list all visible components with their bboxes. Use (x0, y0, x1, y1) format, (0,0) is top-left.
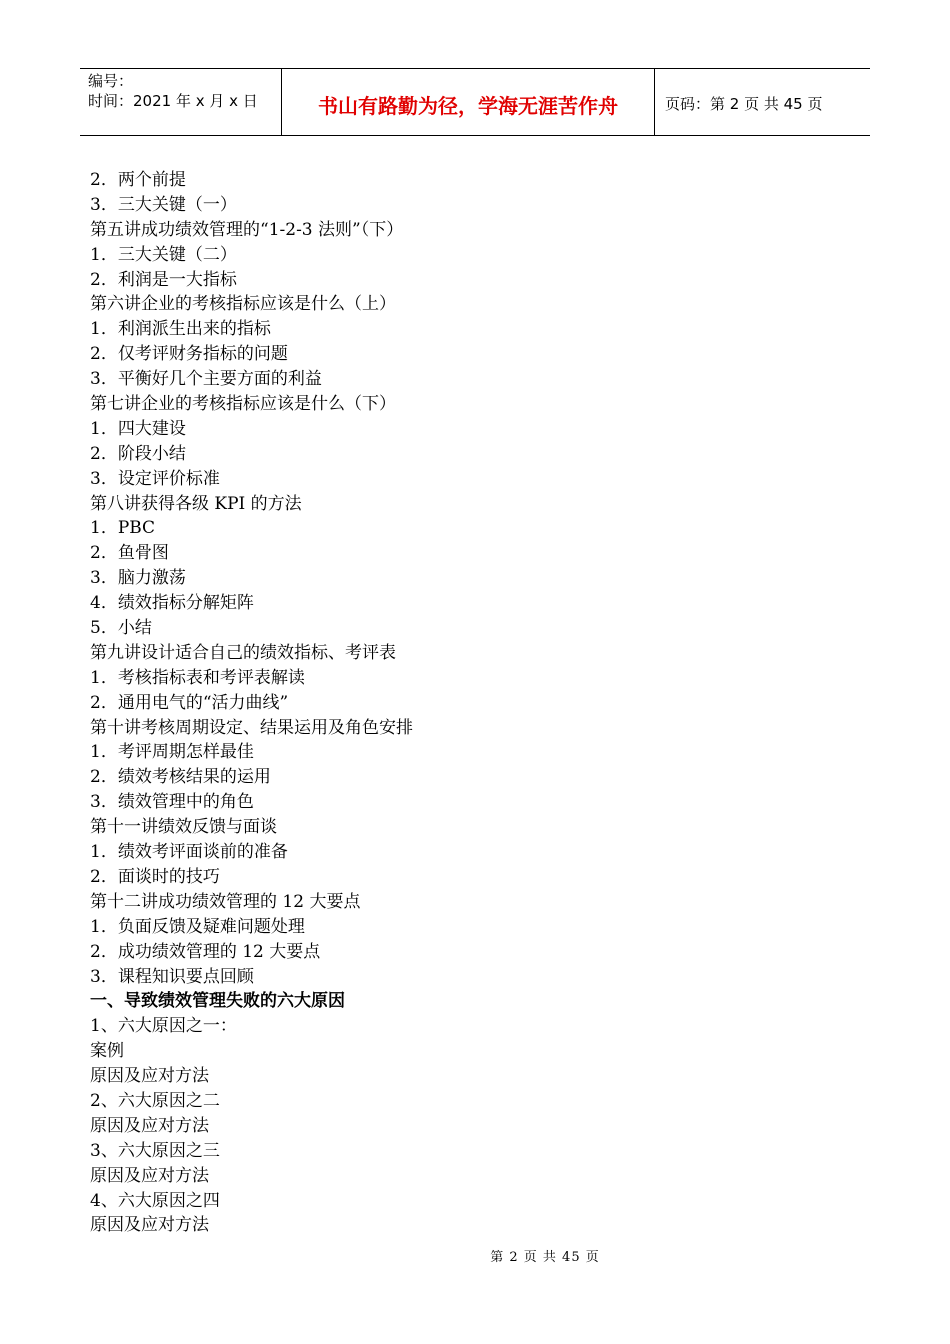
text-line: 第八讲获得各级 KPI 的方法 (90, 493, 302, 514)
page-info: 页码：第 2 页 共 45 页 (665, 94, 823, 113)
text-line: 3．平衡好几个主要方面的利益 (90, 369, 322, 390)
text-line: 3．绩效管理中的角色 (90, 792, 254, 813)
text-line: 1、六大原因之一： (90, 1016, 237, 1037)
text-line: 5．小结 (90, 618, 152, 639)
text-line: 2．阶段小结 (90, 443, 186, 464)
text-line: 1．考评周期怎样最佳 (90, 742, 254, 763)
text-line: 2．利润是一大指标 (90, 269, 237, 290)
text-line: 2．仅考评财务指标的问题 (90, 344, 288, 365)
text-line: 第十一讲绩效反馈与面谈 (90, 817, 277, 838)
text-line: 第十讲考核周期设定、结果运用及角色安排 (90, 717, 413, 738)
page-header (80, 68, 870, 136)
text-line: 2．成功绩效管理的 12 大要点 (90, 941, 321, 962)
motto-text: 书山有路勤为径，学海无涯苦作舟 (318, 93, 618, 118)
text-line: 原因及应对方法 (90, 1215, 209, 1236)
time-label: 时间：2021 年 x 月 x 日 (88, 92, 258, 110)
text-line: 第五讲成功绩效管理的“1-2-3 法则”（下） (90, 219, 404, 240)
text-line: 1．利润派生出来的指标 (90, 319, 271, 340)
text-line: 3、六大原因之三 (90, 1140, 220, 1161)
footer-page-number: 第 2 页 共 45 页 (490, 1250, 600, 1265)
text-line: 2．绩效考核结果的运用 (90, 767, 271, 788)
text-line: 第十二讲成功绩效管理的 12 大要点 (90, 891, 361, 912)
text-line: 4、六大原因之四 (90, 1190, 220, 1211)
text-line: 2．两个前提 (90, 170, 186, 190)
header-meta-cell (80, 69, 282, 135)
header-page-cell (655, 69, 870, 135)
number-label: 编号： (88, 72, 134, 90)
text-line: 2．通用电气的“活力曲线” (90, 692, 289, 713)
text-line: 1．三大关键（二） (90, 244, 237, 265)
text-line: 3．脑力激荡 (90, 568, 186, 589)
section-heading: 一、导致绩效管理失败的六大原因 (90, 991, 345, 1012)
text-line: 4．绩效指标分解矩阵 (90, 593, 254, 614)
text-line: 1．PBC (90, 518, 156, 539)
text-line: 2．面谈时的技巧 (90, 866, 220, 887)
text-line: 3．三大关键（一） (90, 194, 237, 215)
text-line: 第六讲企业的考核指标应该是什么（上） (90, 294, 396, 315)
text-line: 3．课程知识要点回顾 (90, 966, 254, 987)
text-line: 第九讲设计适合自己的绩效指标、考评表 (90, 642, 396, 663)
text-line: 1．负面反馈及疑难问题处理 (90, 916, 305, 937)
text-line: 1．四大建设 (90, 418, 186, 439)
text-line: 原因及应对方法 (90, 1115, 209, 1136)
text-line: 原因及应对方法 (90, 1165, 209, 1186)
text-line: 1．绩效考评面谈前的准备 (90, 842, 288, 863)
text-line: 原因及应对方法 (90, 1066, 209, 1087)
text-line: 案例 (90, 1041, 124, 1062)
document-body (90, 168, 870, 1238)
text-line: 1．考核指标表和考评表解读 (90, 667, 305, 688)
header-motto-cell (282, 69, 655, 135)
text-line: 3．设定评价标准 (90, 468, 220, 489)
text-line: 2、六大原因之二 (90, 1090, 220, 1111)
page-footer (0, 1246, 950, 1265)
text-line: 2．鱼骨图 (90, 543, 169, 564)
text-line: 第七讲企业的考核指标应该是什么（下） (90, 394, 396, 415)
